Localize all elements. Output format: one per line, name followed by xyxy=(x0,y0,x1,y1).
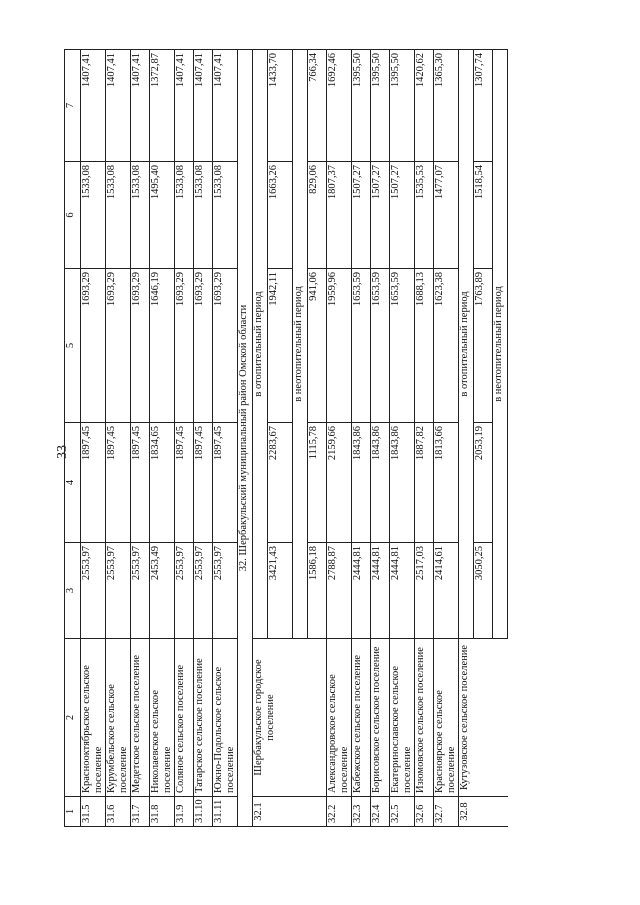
row-code: 32.5 xyxy=(390,797,415,827)
row-code: 32.6 xyxy=(415,797,434,827)
value-cell: 2453,49 xyxy=(150,543,175,639)
value-cell: 1897,45 xyxy=(175,423,194,543)
header-cell: 2 xyxy=(65,639,81,797)
row-name: Шербакульское городское поселение xyxy=(253,639,327,797)
value-cell: 1507,27 xyxy=(390,162,415,269)
value-cell: 1623,38 xyxy=(434,269,459,423)
header-cell: 6 xyxy=(65,162,81,269)
row-code: 32.7 xyxy=(434,797,459,827)
table-row xyxy=(371,50,390,827)
value-cell: 1407,41 xyxy=(81,50,106,162)
value-cell: 1533,08 xyxy=(194,162,213,269)
value-cell: 1307,74 xyxy=(474,50,493,162)
value-cell: 1395,50 xyxy=(352,50,371,162)
value-cell: 2159,66 xyxy=(327,423,352,543)
value-cell: 1507,27 xyxy=(352,162,371,269)
row-code: 31.9 xyxy=(175,797,194,827)
value-cell: 1407,41 xyxy=(106,50,131,162)
row-name: Борисовское сельское поселение xyxy=(371,639,390,797)
row-code: 31.5 xyxy=(81,797,106,827)
period-label: в отопительный период xyxy=(253,50,268,639)
row-name: Кутузовское сельское поселение xyxy=(459,639,508,797)
table-row xyxy=(434,50,459,827)
row-code: 31.7 xyxy=(131,797,150,827)
value-cell: 1843,86 xyxy=(371,423,390,543)
value-cell: 1763,89 xyxy=(474,269,493,423)
value-cell: 3421,43 xyxy=(268,543,293,639)
value-cell: 1692,46 xyxy=(327,50,352,162)
value-cell: 2553,97 xyxy=(131,543,150,639)
value-cell: 1653,59 xyxy=(352,269,371,423)
value-cell: 1586,18 xyxy=(308,543,327,639)
value-cell: 941,06 xyxy=(308,269,327,423)
row-name: Соляное сельское поселение xyxy=(175,639,194,797)
value-cell: 2553,97 xyxy=(213,543,238,639)
value-cell: 2414,61 xyxy=(434,543,459,639)
value-cell: 1477,07 xyxy=(434,162,459,269)
value-cell: 1897,45 xyxy=(81,423,106,543)
value-cell: 1407,41 xyxy=(131,50,150,162)
value-cell: 1646,19 xyxy=(150,269,175,423)
table-row xyxy=(106,50,131,827)
value-cell: 766,34 xyxy=(308,50,327,162)
period-label: в отопительный период xyxy=(459,50,474,639)
value-cell: 1834,65 xyxy=(150,423,175,543)
value-cell: 1693,29 xyxy=(81,269,106,423)
value-cell: 1843,86 xyxy=(352,423,371,543)
value-cell: 829,06 xyxy=(308,162,327,269)
section-title: 32. Шербакульский муниципальный район Омской области xyxy=(238,50,253,827)
value-cell: 1407,41 xyxy=(194,50,213,162)
row-name: Медетское сельское поселение xyxy=(131,639,150,797)
value-cell: 1395,50 xyxy=(371,50,390,162)
row-name: Красноярское сельское поселение xyxy=(434,639,459,797)
value-cell: 1395,50 xyxy=(390,50,415,162)
tariff-table xyxy=(64,49,508,827)
value-cell: 1693,29 xyxy=(106,269,131,423)
tariff-table-rotated xyxy=(64,50,556,827)
row-name: Южно-Подольское сельское поселение xyxy=(213,639,238,797)
value-cell: 1813,66 xyxy=(434,423,459,543)
period-label: в неотопительный период xyxy=(293,50,308,639)
row-name: Татарское сельское поселение xyxy=(194,639,213,797)
value-cell: 2553,97 xyxy=(106,543,131,639)
header-cell: 1 xyxy=(65,797,81,827)
value-cell: 3050,25 xyxy=(474,543,493,639)
value-cell: 1653,59 xyxy=(390,269,415,423)
value-cell: 1533,08 xyxy=(213,162,238,269)
value-cell: 2553,97 xyxy=(81,543,106,639)
value-cell: 1365,30 xyxy=(434,50,459,162)
value-cell: 1533,08 xyxy=(175,162,194,269)
value-cell: 2053,19 xyxy=(474,423,493,543)
value-cell: 1688,13 xyxy=(415,269,434,423)
row-code: 31.11 xyxy=(213,797,238,827)
period-row xyxy=(253,50,268,827)
value-cell: 2788,87 xyxy=(327,543,352,639)
value-cell: 2283,67 xyxy=(268,423,293,543)
table-row xyxy=(327,50,352,827)
value-cell: 1115,78 xyxy=(308,423,327,543)
value-cell: 1887,82 xyxy=(415,423,434,543)
header-row xyxy=(65,50,81,827)
value-cell: 1942,11 xyxy=(268,269,293,423)
value-cell: 1663,26 xyxy=(268,162,293,269)
value-cell: 2553,97 xyxy=(175,543,194,639)
value-cell: 1420,62 xyxy=(415,50,434,162)
table-row xyxy=(390,50,415,827)
row-name: Кабежское сельское поселение xyxy=(352,639,371,797)
value-cell: 1533,08 xyxy=(81,162,106,269)
value-cell: 1533,08 xyxy=(131,162,150,269)
row-code: 32.2 xyxy=(327,797,352,827)
row-code: 32.4 xyxy=(371,797,390,827)
row-code: 32.1 xyxy=(253,797,327,827)
value-cell: 1897,45 xyxy=(213,423,238,543)
row-code: 31.10 xyxy=(194,797,213,827)
period-row xyxy=(459,50,474,827)
row-code: 32.3 xyxy=(352,797,371,827)
value-cell: 1407,41 xyxy=(175,50,194,162)
header-cell: 4 xyxy=(65,423,81,543)
table-row xyxy=(194,50,213,827)
header-cell: 3 xyxy=(65,543,81,639)
table-row xyxy=(81,50,106,827)
page-number: 33 xyxy=(55,445,70,459)
value-cell: 1693,29 xyxy=(194,269,213,423)
value-cell: 1433,70 xyxy=(268,50,293,162)
value-cell: 2444,81 xyxy=(371,543,390,639)
value-cell: 1495,40 xyxy=(150,162,175,269)
value-cell: 1372,87 xyxy=(150,50,175,162)
row-code: 31.8 xyxy=(150,797,175,827)
table-row xyxy=(175,50,194,827)
row-name: Екатеринославское сельское поселение xyxy=(390,639,415,797)
row-code: 31.6 xyxy=(106,797,131,827)
value-cell: 1959,96 xyxy=(327,269,352,423)
table-row xyxy=(415,50,434,827)
row-name: Краснооктябрьское сельское поселение xyxy=(81,639,106,797)
value-cell: 2444,81 xyxy=(352,543,371,639)
value-cell: 1693,29 xyxy=(213,269,238,423)
value-cell: 2517,03 xyxy=(415,543,434,639)
value-cell: 1507,27 xyxy=(371,162,390,269)
value-cell: 1897,45 xyxy=(131,423,150,543)
value-cell: 1693,29 xyxy=(131,269,150,423)
value-cell: 1693,29 xyxy=(175,269,194,423)
table-row xyxy=(352,50,371,827)
value-cell: 1533,08 xyxy=(106,162,131,269)
header-cell: 5 xyxy=(65,269,81,423)
table-row xyxy=(150,50,175,827)
period-label: в неотопительный период xyxy=(493,50,508,639)
section-row xyxy=(238,50,253,827)
value-cell: 1518,54 xyxy=(474,162,493,269)
row-name: Курумбельское сельское поселение xyxy=(106,639,131,797)
value-cell: 2444,81 xyxy=(390,543,415,639)
row-code: 32.8 xyxy=(459,797,508,827)
header-cell: 7 xyxy=(65,50,81,162)
value-cell: 1653,59 xyxy=(371,269,390,423)
value-cell: 2553,97 xyxy=(194,543,213,639)
table-row xyxy=(131,50,150,827)
row-name: Александровское сельское поселение xyxy=(327,639,352,797)
value-cell: 1535,53 xyxy=(415,162,434,269)
value-cell: 1407,41 xyxy=(213,50,238,162)
value-cell: 1897,45 xyxy=(194,423,213,543)
row-name: Изюмовское сельское поселение xyxy=(415,639,434,797)
value-cell: 1843,86 xyxy=(390,423,415,543)
value-cell: 1897,45 xyxy=(106,423,131,543)
table-row xyxy=(213,50,238,827)
value-cell: 1807,37 xyxy=(327,162,352,269)
row-name: Николаевское сельское поселение xyxy=(150,639,175,797)
